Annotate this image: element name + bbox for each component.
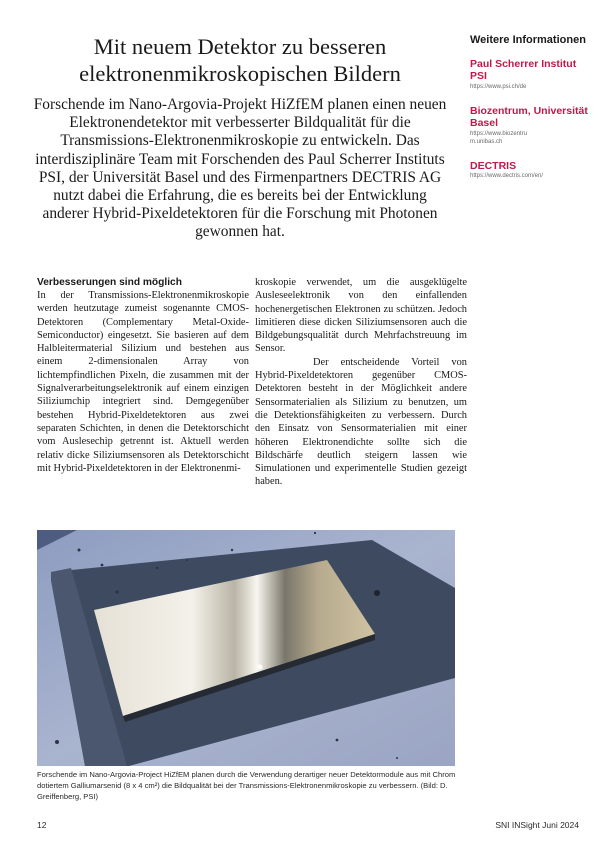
body-column-2 xyxy=(255,276,467,489)
sidebar-item-psi xyxy=(470,58,595,91)
sidebar-item-name: DECTRIS xyxy=(470,159,517,172)
detector-photo-illustration xyxy=(37,530,455,766)
body-column-1 xyxy=(37,276,249,475)
sidebar-heading: Weitere Informationen xyxy=(470,34,586,46)
sidebar-item-link[interactable]: https://www.psi.ch/de xyxy=(470,83,527,90)
article-title: Mit neuem Detektor zu besseren elektronenmikroskopischen Bildern xyxy=(79,34,401,86)
publication-footer: SNI INSight Juni 2024 xyxy=(495,820,579,830)
sidebar-item-dectris xyxy=(470,160,595,181)
body-paragraph: In der Transmissions-Elektronenmikroskopie werden heutzutage zumeist sogenannte CMOS-Detektoren (Complementary Metal-Oxide-Semiconductor) eingesetzt. Sie basieren auf dem Halbleitermaterial Silizium und bestehen aus einem 2-dimensionalen Array von lichtempfindlichen Pixeln, die zusammen mit der Signalverarbeitungselektronik auf einem einzigen Siliziumchip integriert sind. Demgegenüber bestehen Hybrid-Pixeldetektoren aus zwei separaten Schichten, in denen die Detektorschicht vom Auslesechip getrennt ist. Aktuell werden relativ dicke Siliziumsensoren als Detektorschicht mit Hybrid-Pixeldetektoren in der Elektronenmi- xyxy=(37,290,249,474)
sidebar-item-link[interactable]: https://www.biozentrum.unibas.ch xyxy=(470,130,528,145)
page-number: 12 xyxy=(37,820,47,830)
photo-caption: Forschende im Nano-Argovia-Project HiZfEM planen durch die Verwendung derartiger neuer Detektormodule aus mit Chrom dotiertem Galliumarsenid (8 x 4 cm²) die Bildqualität bei der Transmissions-Elektronenmikroskopie zu verbessern. (Bild: D. Greiffenberg, PSI) xyxy=(37,770,456,801)
detector-photo xyxy=(37,530,455,766)
article-lead: Forschende im Nano-Argovia-Projekt HiZfEM planen einen neuen Elektronendetektor mit verbesserter Bildqualität für die Transmissions-Elektronenmikroskopie zu entwickeln. Das interdisziplinäre Team mit Forschenden des Paul Scherrer Instituts PSI, der Universität Basel und des Firmenpartners DECTRIS AG nutzt dabei die Erfahrung, die es bereits bei der Entwicklung anderer Hybrid-Pixeldetektoren für die Forschung mit Photonen gewonnen hat. xyxy=(33,96,447,241)
sidebar-item-link[interactable]: https://www.dectris.com/en/ xyxy=(470,173,544,179)
sidebar-item-biozentrum xyxy=(470,105,595,146)
body-paragraph: kroskopie verwendet, um die ausgeklügelte Ausleseelektronik von den einfallenden hochenergetischen Elektronen zu schützen. Jedoch limitieren diese dicken Siliziumsensoren auch die Bildgebungsqualität durch Mehrfachstreuung im Sensor. xyxy=(255,277,467,355)
section-subheading: Verbesserungen sind möglich xyxy=(37,277,182,288)
body-paragraph: Der entscheidende Vorteil von Hybrid-Pixeldetektoren gegenüber CMOS-Detektoren besteht in der Möglichkeit andere Sensormaterialien als Silizium zu benutzen, um die Detektionsfähigkeiten zu verbessern. Durch den Einsatz von Sensormaterialien mit einer höheren Elektronendichte sollte sich die Bildschärfe deutlich steigern lassen wie Simulationen und experimentelle Studien gezeigt haben. xyxy=(255,356,467,488)
sidebar-item-name: Paul Scherrer Institut PSI xyxy=(470,57,577,82)
further-info-sidebar xyxy=(470,33,595,194)
sidebar-item-name: Biozentrum, Universität Basel xyxy=(470,104,588,129)
